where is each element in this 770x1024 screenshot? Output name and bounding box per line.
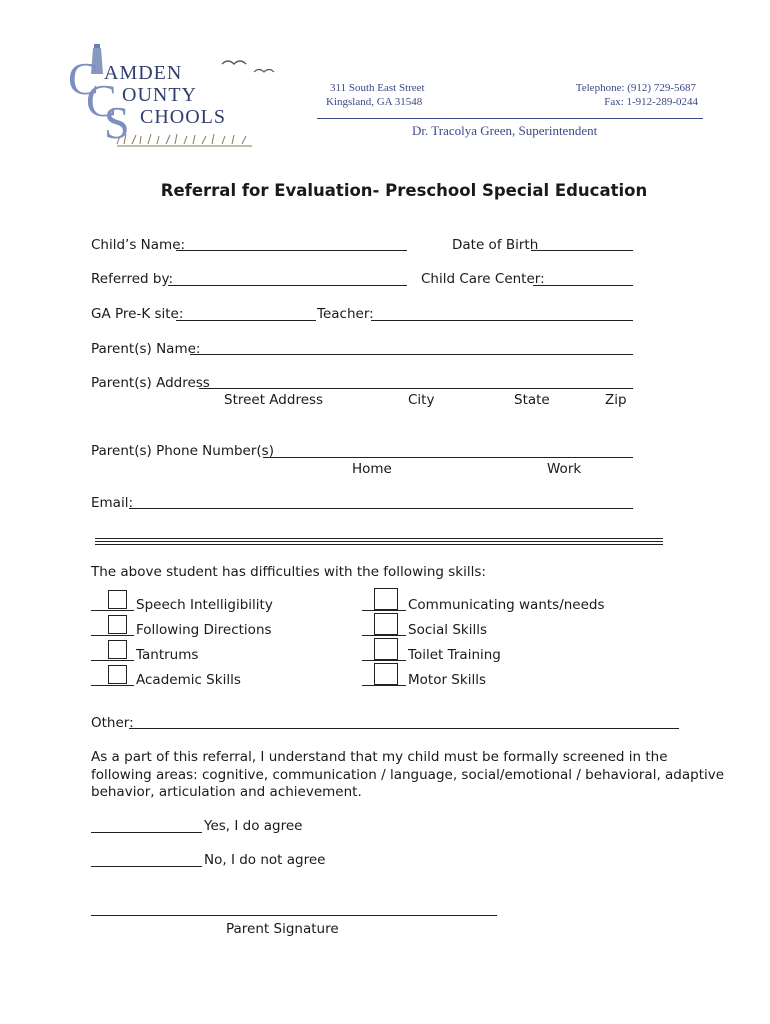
section-divider <box>95 538 663 545</box>
email-field[interactable] <box>129 508 633 509</box>
phone-label: Parent(s) Phone Number(s) <box>91 443 274 459</box>
skill-label-academic: Academic Skills <box>136 672 241 688</box>
skill-label-communicating: Communicating wants/needs <box>408 597 605 613</box>
logo-initial-s: S <box>104 97 131 148</box>
referred-by-label: Referred by: <box>91 271 173 287</box>
skill-checkbox-motor[interactable] <box>374 663 398 685</box>
skill-checkbox-speech[interactable] <box>108 590 127 609</box>
skill-label-directions: Following Directions <box>136 622 272 638</box>
skill-checkbox-directions[interactable] <box>108 615 127 634</box>
skill-left-1-blank <box>91 610 134 611</box>
skills-intro: The above student has difficulties with the following skills: <box>91 564 486 580</box>
skill-label-tantrums: Tantrums <box>136 647 199 663</box>
child-name-field[interactable] <box>176 250 407 251</box>
skill-checkbox-academic[interactable] <box>108 665 127 684</box>
skill-right-3-blank <box>362 660 406 661</box>
form-title: Referral for Evaluation- Preschool Special Education <box>160 181 648 200</box>
address-line-1: 311 South East Street <box>330 82 425 94</box>
parent-address-label: Parent(s) Address <box>91 375 210 391</box>
skill-label-social: Social Skills <box>408 622 487 638</box>
parent-address-field[interactable] <box>199 388 633 389</box>
child-care-label: Child Care Center: <box>421 271 545 287</box>
phone-field[interactable] <box>263 457 633 458</box>
skill-right-4-blank <box>362 685 406 686</box>
email-label: Email: <box>91 495 134 511</box>
letterhead-rule <box>317 118 703 119</box>
street-address-sublabel: Street Address <box>224 392 324 408</box>
zip-sublabel: Zip <box>605 392 627 408</box>
skill-right-1-blank <box>362 610 406 611</box>
fax: Fax: 1-912-289-0244 <box>604 96 698 108</box>
skill-label-toilet: Toilet Training <box>408 647 501 663</box>
not-agree-blank[interactable] <box>91 866 202 867</box>
district-logo <box>62 34 292 156</box>
skill-label-motor: Motor Skills <box>408 672 486 688</box>
skill-checkbox-toilet[interactable] <box>374 638 398 660</box>
other-field[interactable] <box>129 728 679 729</box>
skill-checkbox-social[interactable] <box>374 613 398 635</box>
other-label: Other: <box>91 715 134 731</box>
skill-left-4-blank <box>91 685 134 686</box>
skill-checkbox-communicating[interactable] <box>374 588 398 610</box>
address-line-2: Kingsland, GA 31548 <box>326 96 423 108</box>
parent-signature-label: Parent Signature <box>226 921 339 937</box>
skill-left-2-blank <box>91 635 134 636</box>
referred-by-field[interactable] <box>168 285 407 286</box>
logo-word-county: OUNTY <box>122 84 197 106</box>
skill-checkbox-tantrums[interactable] <box>108 640 127 659</box>
dob-label: Date of Birth <box>452 237 539 253</box>
teacher-field[interactable] <box>371 320 633 321</box>
work-sublabel: Work <box>547 461 582 477</box>
prek-site-field[interactable] <box>176 320 316 321</box>
consent-paragraph: As a part of this referral, I understand that my child must be formally screened in the following areas: cognitive, communication / language, social/emotional / behavioral, adaptive behavior, articulation and achievement. <box>91 749 725 800</box>
skill-label-speech: Speech Intelligibility <box>136 597 273 613</box>
logo-word-schools: CHOOLS <box>140 106 227 128</box>
prek-site-label: GA Pre-K site: <box>91 306 184 322</box>
home-sublabel: Home <box>352 461 392 477</box>
dob-field[interactable] <box>531 250 633 251</box>
city-sublabel: City <box>408 392 435 408</box>
agree-blank[interactable] <box>91 832 202 833</box>
logo-initial-c2: C <box>86 75 118 126</box>
parent-name-label: Parent(s) Name: <box>91 341 201 357</box>
logo-word-camden: AMDEN <box>104 62 183 84</box>
child-name-label: Child’s Name: <box>91 237 186 253</box>
not-agree-label: No, I do not agree <box>204 852 326 868</box>
parent-name-field[interactable] <box>190 354 633 355</box>
teacher-label: Teacher: <box>317 306 374 322</box>
superintendent: Dr. Tracolya Green, Superintendent <box>412 123 598 138</box>
agree-label: Yes, I do agree <box>204 818 303 834</box>
state-sublabel: State <box>514 392 550 408</box>
skill-right-2-blank <box>362 635 406 636</box>
parent-signature-line[interactable] <box>91 915 497 916</box>
telephone: Telephone: (912) 729-5687 <box>575 82 696 94</box>
logo-initial-c1: C <box>68 53 100 104</box>
child-care-field[interactable] <box>533 285 633 286</box>
skill-left-3-blank <box>91 660 134 661</box>
